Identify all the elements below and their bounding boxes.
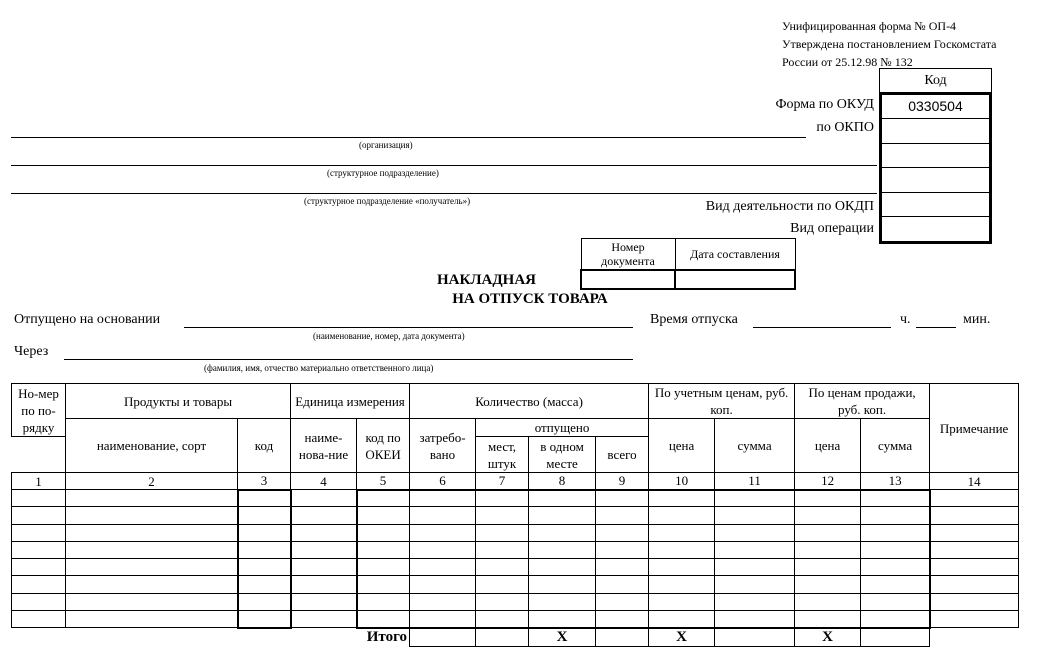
table-cell-col-8[interactable] xyxy=(529,576,596,593)
time-minutes-line[interactable] xyxy=(916,327,956,328)
sale-price-header: цена xyxy=(795,419,861,473)
table-cell-col-12[interactable] xyxy=(795,593,861,610)
col-num-5: 5 xyxy=(357,473,410,490)
organization-caption: (организация) xyxy=(359,140,413,150)
table-cell-col-8[interactable] xyxy=(529,541,596,558)
itogo-row xyxy=(12,628,1019,647)
table-cell-col-2[interactable] xyxy=(66,611,238,628)
doc-date-label: Дата составления xyxy=(675,239,795,271)
table-cell-col-10[interactable] xyxy=(649,611,715,628)
table-cell-col-12[interactable] xyxy=(795,576,861,593)
table-cell-col-1[interactable] xyxy=(12,611,66,628)
form-header-line1: Унифицированная форма № ОП-4 xyxy=(782,19,957,33)
table-cell-col-8[interactable] xyxy=(529,507,596,524)
form-header-line2: Утверждена постановлением Госкомстата xyxy=(782,37,997,51)
table-cell-col-1[interactable] xyxy=(12,541,66,558)
table-row xyxy=(12,576,1019,593)
accounting-sum-header: сумма xyxy=(715,419,795,473)
released-header: отпущено xyxy=(476,419,649,437)
table-cell-col-12[interactable] xyxy=(795,507,861,524)
table-cell-col-10[interactable] xyxy=(649,593,715,610)
table-cell-col-8[interactable] xyxy=(529,559,596,576)
table-cell-col-1[interactable] xyxy=(12,490,66,507)
table-cell-col-5[interactable] xyxy=(357,559,410,576)
table-cell-col-8[interactable] xyxy=(529,490,596,507)
goods-table xyxy=(11,383,1019,647)
table-cell-col-14[interactable] xyxy=(930,593,1019,610)
table-cell-col-10[interactable] xyxy=(649,559,715,576)
title-line1: НАКЛАДНАЯ xyxy=(436,272,537,288)
table-cell-col-7[interactable] xyxy=(476,576,529,593)
table-cell-col-3[interactable] xyxy=(238,559,291,576)
col-num-8: 8 xyxy=(529,473,596,490)
requested-header: затребо-вано xyxy=(410,419,476,473)
table-cell-col-1[interactable] xyxy=(12,507,66,524)
itogo-blank xyxy=(930,628,1019,647)
table-row xyxy=(12,611,1019,628)
itogo-x-2: Х xyxy=(649,628,715,647)
table-cell-col-6[interactable] xyxy=(410,507,476,524)
okud-label: Форма по ОКУД xyxy=(775,97,874,112)
time-label: Время отпуска xyxy=(650,312,738,327)
division-line[interactable] xyxy=(11,165,877,166)
table-cell-col-14[interactable] xyxy=(930,507,1019,524)
title-line2: НА ОТПУСК ТОВАРА xyxy=(452,291,608,307)
table-cell-col-9[interactable] xyxy=(596,593,649,610)
table-cell-col-9[interactable] xyxy=(596,611,649,628)
table-cell-col-12[interactable] xyxy=(795,559,861,576)
okdp-label: Вид деятельности по ОКДП xyxy=(705,199,874,214)
table-cell-col-6[interactable] xyxy=(410,611,476,628)
table-cell-col-11[interactable] xyxy=(715,541,795,558)
table-cell-col-13[interactable] xyxy=(861,524,930,541)
table-cell-col-4[interactable] xyxy=(291,490,357,507)
code-box xyxy=(879,68,992,244)
col-num-11: 11 xyxy=(715,473,795,490)
sale-sum-header: сумма xyxy=(861,419,930,473)
table-cell-col-13[interactable] xyxy=(861,576,930,593)
form-header xyxy=(782,17,996,71)
table-cell-col-6[interactable] xyxy=(410,593,476,610)
table-cell-col-7[interactable] xyxy=(476,611,529,628)
table-cell-col-1[interactable] xyxy=(12,576,66,593)
table-cell-col-7[interactable] xyxy=(476,559,529,576)
table-cell-col-6[interactable] xyxy=(410,576,476,593)
places-header: мест, штук xyxy=(476,437,529,473)
table-cell-col-10[interactable] xyxy=(649,541,715,558)
table-row xyxy=(12,593,1019,610)
sale-prices-header: По ценам продажи, руб. коп. xyxy=(795,384,930,419)
form-header-line3: России от 25.12.98 № 132 xyxy=(782,55,913,69)
basis-line[interactable] xyxy=(184,327,633,328)
table-cell-col-11[interactable] xyxy=(715,490,795,507)
table-cell-col-4[interactable] xyxy=(291,576,357,593)
doc-date-value[interactable] xyxy=(675,270,795,289)
table-cell-col-11[interactable] xyxy=(715,507,795,524)
table-cell-col-9[interactable] xyxy=(596,524,649,541)
table-cell-col-12[interactable] xyxy=(795,541,861,558)
table-cell-col-5[interactable] xyxy=(357,576,410,593)
table-cell-col-4[interactable] xyxy=(291,593,357,610)
itogo-total[interactable] xyxy=(596,628,649,647)
table-cell-col-1[interactable] xyxy=(12,559,66,576)
table-cell-col-1[interactable] xyxy=(12,524,66,541)
code-cell-3[interactable] xyxy=(882,144,989,168)
table-cell-col-9[interactable] xyxy=(596,559,649,576)
itogo-places[interactable] xyxy=(476,628,529,647)
okei-code-header: код по ОКЕИ xyxy=(357,419,410,473)
col-num-14: 14 xyxy=(930,473,1019,490)
table-cell-col-5[interactable] xyxy=(357,524,410,541)
minutes-label: мин. xyxy=(963,312,991,327)
col-num-7: 7 xyxy=(476,473,529,490)
table-cell-col-9[interactable] xyxy=(596,507,649,524)
table-cell-col-6[interactable] xyxy=(410,490,476,507)
table-cell-col-14[interactable] xyxy=(930,490,1019,507)
document-title xyxy=(400,271,660,309)
table-row xyxy=(12,507,1019,524)
okpo-label: по ОКПО xyxy=(816,120,874,135)
table-cell-col-14[interactable] xyxy=(930,559,1019,576)
table-cell-col-8[interactable] xyxy=(529,524,596,541)
table-cell-col-8[interactable] xyxy=(529,611,596,628)
hours-label: ч. xyxy=(900,312,911,327)
table-cell-col-6[interactable] xyxy=(410,559,476,576)
basis-label: Отпущено на основании xyxy=(14,312,161,327)
okpo-value-cell[interactable] xyxy=(882,119,989,143)
table-cell-col-11[interactable] xyxy=(715,576,795,593)
table-cell-col-4[interactable] xyxy=(291,541,357,558)
table-cell-col-3[interactable] xyxy=(238,611,291,628)
name-sort-header: наименование, сорт xyxy=(66,419,238,473)
through-line[interactable] xyxy=(64,359,633,360)
okud-value-cell[interactable]: 0330504 xyxy=(882,95,989,119)
division-caption: (структурное подразделение) xyxy=(327,168,439,178)
table-cell-col-13[interactable] xyxy=(861,611,930,628)
code-header: Код xyxy=(879,68,992,92)
basis-caption: (наименование, номер, дата документа) xyxy=(313,331,465,341)
table-cell-col-11[interactable] xyxy=(715,559,795,576)
table-cell-col-2[interactable] xyxy=(66,593,238,610)
total-header: всего xyxy=(596,437,649,473)
table-cell-col-1[interactable] xyxy=(12,593,66,610)
table-cell-col-4[interactable] xyxy=(291,524,357,541)
table-cell-col-5[interactable] xyxy=(357,611,410,628)
code-cell-4[interactable] xyxy=(882,168,989,192)
table-cell-col-10[interactable] xyxy=(649,490,715,507)
col-num-2: 2 xyxy=(66,473,238,490)
table-cell-col-7[interactable] xyxy=(476,541,529,558)
table-cell-col-14[interactable] xyxy=(930,576,1019,593)
table-cell-col-7[interactable] xyxy=(476,524,529,541)
table-cell-col-3[interactable] xyxy=(238,541,291,558)
itogo-sale-sum[interactable] xyxy=(861,628,930,647)
table-cell-col-10[interactable] xyxy=(649,576,715,593)
col-number-header: Но-мер по по-рядку xyxy=(12,384,66,437)
table-cell-col-4[interactable] xyxy=(291,611,357,628)
table-cell-col-3[interactable] xyxy=(238,576,291,593)
table-row xyxy=(12,490,1019,507)
table-cell-col-7[interactable] xyxy=(476,593,529,610)
division-receiver-line[interactable] xyxy=(11,193,877,194)
col-num-9: 9 xyxy=(596,473,649,490)
col-num-12: 12 xyxy=(795,473,861,490)
person-caption: (фамилия, имя, отчество материально ответственного лица) xyxy=(204,363,434,373)
table-cell-col-14[interactable] xyxy=(930,611,1019,628)
table-row xyxy=(12,559,1019,576)
table-cell-col-14[interactable] xyxy=(930,541,1019,558)
table-cell-col-8[interactable] xyxy=(529,593,596,610)
code-header: код xyxy=(238,419,291,473)
table-cell-col-13[interactable] xyxy=(861,507,930,524)
table-cell-col-2[interactable] xyxy=(66,507,238,524)
unit-header: Единица измерения xyxy=(291,384,410,419)
column-numbers-row xyxy=(12,473,1019,490)
table-cell-col-12[interactable] xyxy=(795,611,861,628)
table-cell-col-6[interactable] xyxy=(410,541,476,558)
table-cell-col-3[interactable] xyxy=(238,490,291,507)
col-num-13: 13 xyxy=(861,473,930,490)
table-row xyxy=(12,541,1019,558)
table-cell-col-6[interactable] xyxy=(410,524,476,541)
table-row xyxy=(12,524,1019,541)
col-num-3: 3 xyxy=(238,473,291,490)
time-hours-line[interactable] xyxy=(753,327,891,328)
table-cell-col-11[interactable] xyxy=(715,524,795,541)
itogo-requested[interactable] xyxy=(410,628,476,647)
itogo-x-1: Х xyxy=(529,628,596,647)
table-cell-col-14[interactable] xyxy=(930,524,1019,541)
table-cell-col-5[interactable] xyxy=(357,490,410,507)
itogo-x-3: Х xyxy=(795,628,861,647)
accounting-prices-header: По учетным ценам, руб. коп. xyxy=(649,384,795,419)
table-cell-col-13[interactable] xyxy=(861,593,930,610)
itogo-label: Итого xyxy=(366,629,408,646)
table-cell-col-9[interactable] xyxy=(596,576,649,593)
table-cell-col-7[interactable] xyxy=(476,507,529,524)
col-num-1: 1 xyxy=(12,473,66,490)
unit-name-header: наиме-нова-ние xyxy=(291,419,357,473)
col-num-10: 10 xyxy=(649,473,715,490)
table-cell-col-5[interactable] xyxy=(357,541,410,558)
operation-label: Вид операции xyxy=(790,221,874,236)
okdp-value-cell[interactable] xyxy=(882,193,989,217)
table-cell-col-9[interactable] xyxy=(596,541,649,558)
table-cell-col-12[interactable] xyxy=(795,524,861,541)
in-one-place-header: в одном месте xyxy=(529,437,596,473)
table-cell-col-13[interactable] xyxy=(861,490,930,507)
operation-value-cell[interactable] xyxy=(882,217,989,241)
table-cell-col-5[interactable] xyxy=(357,593,410,610)
table-cell-col-4[interactable] xyxy=(291,559,357,576)
table-cell-col-3[interactable] xyxy=(238,524,291,541)
table-cell-col-2[interactable] xyxy=(66,524,238,541)
doc-number-label: Номер документа xyxy=(581,239,675,271)
note-header: Примечание xyxy=(930,384,1019,473)
table-cell-col-4[interactable] xyxy=(291,507,357,524)
accounting-price-header: цена xyxy=(649,419,715,473)
col-num-6: 6 xyxy=(410,473,476,490)
table-cell-col-13[interactable] xyxy=(861,541,930,558)
table-cell-col-2[interactable] xyxy=(66,559,238,576)
table-cell-col-3[interactable] xyxy=(238,507,291,524)
table-cell-col-3[interactable] xyxy=(238,593,291,610)
quantity-header: Количество (масса) xyxy=(410,384,649,419)
table-cell-col-10[interactable] xyxy=(649,524,715,541)
through-label: Через xyxy=(14,344,49,359)
table-cell-col-13[interactable] xyxy=(861,559,930,576)
table-cell-col-2[interactable] xyxy=(66,541,238,558)
itogo-accounting-sum[interactable] xyxy=(715,628,795,647)
table-cell-col-2[interactable] xyxy=(66,576,238,593)
itogo-spacer xyxy=(12,628,357,647)
table-cell-col-10[interactable] xyxy=(649,507,715,524)
products-header: Продукты и товары xyxy=(66,384,291,419)
table-cell-col-2[interactable] xyxy=(66,490,238,507)
table-cell-col-9[interactable] xyxy=(596,490,649,507)
table-cell-col-7[interactable] xyxy=(476,490,529,507)
division-receiver-caption: (структурное подразделение «получатель») xyxy=(304,196,471,206)
table-cell-col-11[interactable] xyxy=(715,593,795,610)
table-cell-col-12[interactable] xyxy=(795,490,861,507)
col-num-4: 4 xyxy=(291,473,357,490)
table-cell-col-11[interactable] xyxy=(715,611,795,628)
organization-line[interactable] xyxy=(11,137,806,138)
table-cell-col-5[interactable] xyxy=(357,507,410,524)
